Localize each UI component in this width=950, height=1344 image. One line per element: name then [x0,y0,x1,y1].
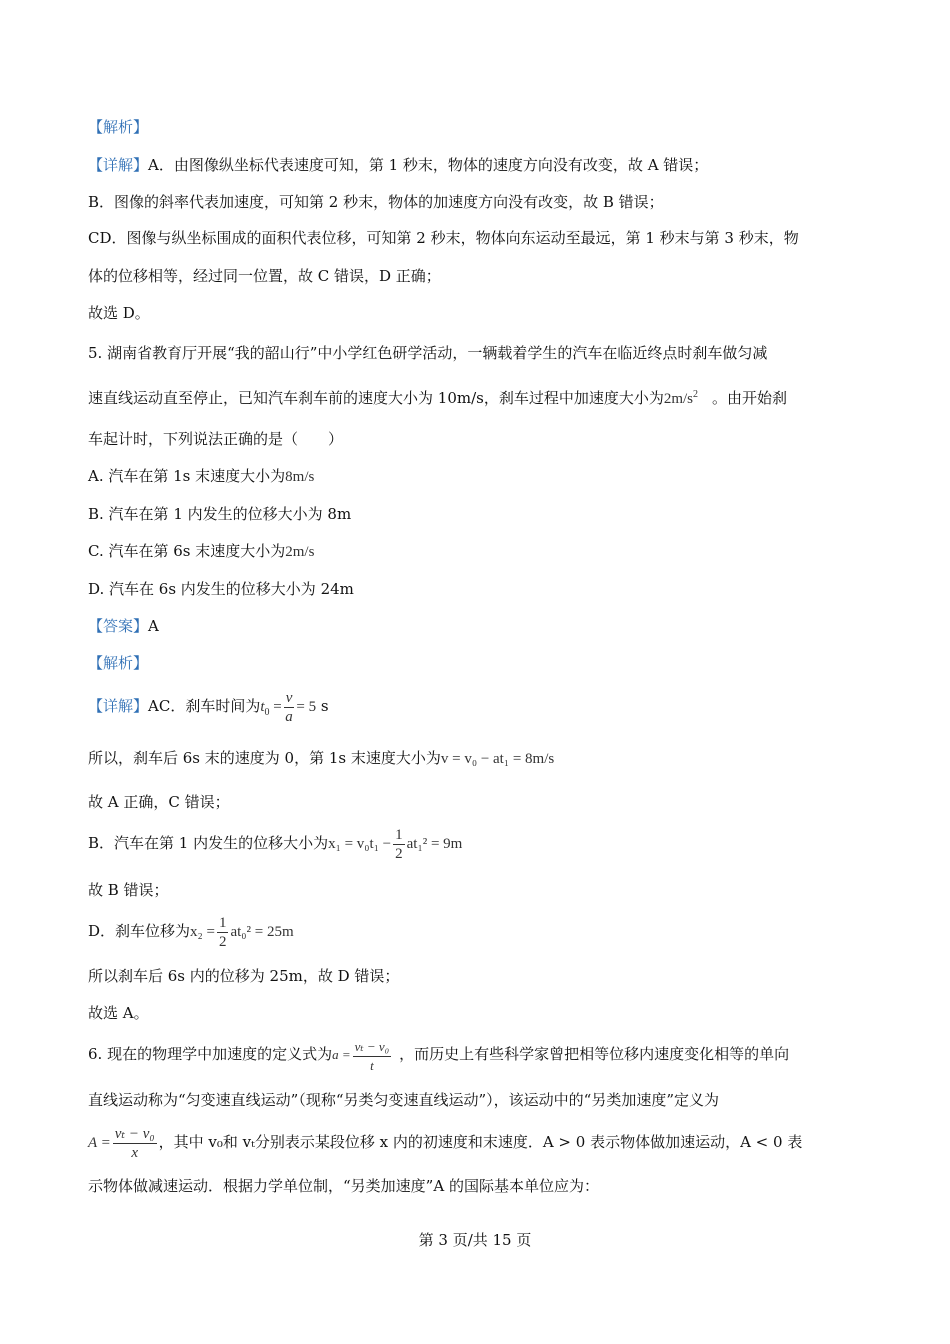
brake-time-formula: $t_0$ = $\frac{v}{a}$ = 5 [260,690,317,726]
analysis-tag: 【解析】 [88,118,149,136]
q5-option-a: A. 汽车在第 1s 末速度大小为8m/s [88,467,315,485]
q6-stem-line2: 直线运动称为“匀变速直线运动”（现称“另类匀变速直线运动”），该运动中的“另类加速度”定义为 [88,1091,720,1109]
q5-stem-text-end: 。由开始刹 [712,389,788,407]
velocity-formula: v = v₀ − at₁ = 8m/s [440,751,555,767]
q5-analysis-tag: 【解析】 [88,654,149,672]
detail-cd-line1: CD．图像与纵坐标围成的面积代表位移，可知第 2 秒末，物体向东运动至最远，第 1 秒末与第 3 秒末，物 [88,229,799,247]
q5-detail-d: D．刹车位移为x₂ = $\frac{1}{2}$ at₀² = 25m [88,915,294,951]
q5-detail-ac-text: AC．刹车时间为 [148,697,261,715]
q5-option-d: D. 汽车在 6s 内发生的位移大小为 24m [88,580,354,598]
answer-tag: 【答案】 [88,617,149,635]
q5-stem-line2 [88,385,787,409]
q5-stem-text: 速直线运动直至停止，已知汽车刹车前的速度大小为 10m/s，刹车过程中加速度大小为 [88,389,664,407]
displacement1-formula: x₁ = v₀t₁ − $\frac{1}{2}$ at₁² = 9m [328,827,463,863]
q6-stem-line4: 示物体做减速运动．根据力学单位制，“另类加速度”A 的国际基本单位应为： [88,1177,599,1195]
q5-option-b: B. 汽车在第 1 内发生的位移大小为 8m [88,505,352,523]
q5-detail-ac: 【详解】AC．刹车时间为$t_0$ = $\frac{v}{a}$ = 5 s [88,690,329,726]
q5-detail-tag: 【详解】 [88,697,149,715]
displacement2-formula: x₂ = $\frac{1}{2}$ at₀² = 25m [190,915,294,951]
q5-detail-b: B．汽车在第 1 内发生的位移大小为x₁ = v₀t₁ − $\frac{1}{2}$ at₁² = 9m [88,827,463,863]
q6-stem-line3: A = $\frac{\text{vₜ − v₀}}{x}$ ，其中 v₀和 vₜ分别表示某段位移 x 内的初速度和末速度．A > 0 表示物体做加速运动，A < 0 表 [88,1126,803,1162]
q5-option-c: C. 汽车在第 6s 末速度大小为2m/s [88,542,315,560]
q5-detail-l2: 所以，刹车后 6s 末的速度为 0，第 1s 末速度大小为v = v₀ − at₁ = 8m/s [88,749,555,767]
page-footer: 第 3 页/共 15 页 [418,1231,532,1249]
q5-stem-line3: 车起计时，下列说法正确的是（ ） [88,430,344,448]
detail-a-text: A．由图像纵坐标代表速度可知，第 1 秒末，物体的速度方向没有改变，故 A 错误； [148,156,709,174]
detail-tag: 【详解】 [88,156,149,174]
detail-a [88,155,708,175]
q5-detail-l7: 所以刹车后 6s 内的位移为 25m，故 D 错误； [88,967,400,985]
q5-detail-l5: 故 B 错误； [88,881,169,899]
detail-cd-line2: 体的位移相等，经过同一位置，故 C 错误，D 正确； [88,267,441,285]
q5-accel-formula: $2m/s^2$ [663,389,699,407]
answer-value: A [148,617,159,635]
alt-accel-formula: A = $\frac{\text{vₜ − v₀}}{x}$ [88,1126,155,1162]
accel-definition-formula: a = $\frac{\text{vₜ − v₀}}{t}$ [332,1038,390,1073]
q5-stem-line1: 5. 湖南省教育厅开展“我的韶山行”中小学红色研学活动，一辆载着学生的汽车在临近终点时刹车做匀减 [88,344,768,362]
q6-stem-line1: 6. 现在的物理学中加速度的定义式为a = $\frac{\text{vₜ − v₀}}{t}$ ，而历史上有些科学家曾把相等位移内速度变化相等的单向 [88,1038,790,1073]
q5-option-c-formula: 2m/s [285,544,315,560]
q5-option-a-formula: 8m/s [285,469,315,485]
q5-answer [88,616,159,636]
detail-b: B．图像的斜率代表加速度，可知第 2 秒末，物体的加速度方向没有改变，故 B 错误； [88,193,664,211]
choose-a: 故选 A。 [88,1004,149,1022]
q5-detail-l3: 故 A 正确，C 错误； [88,793,230,811]
choose-d: 故选 D。 [88,304,150,322]
